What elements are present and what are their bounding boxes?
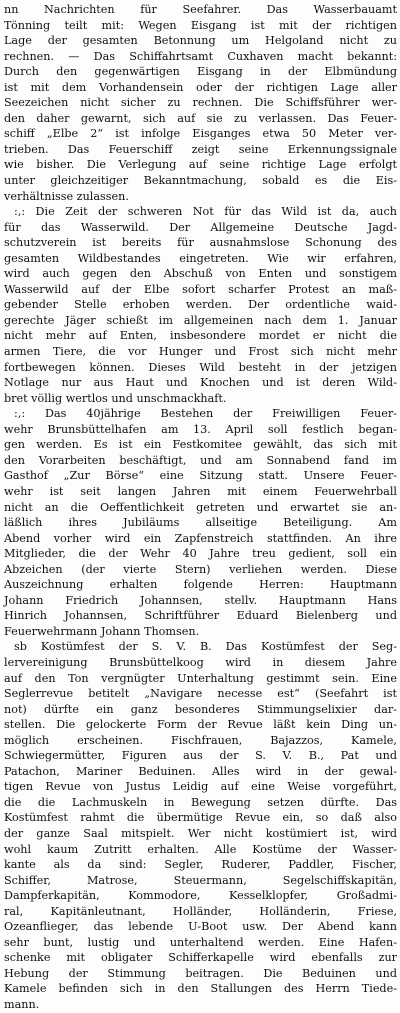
- text-line: mann.: [4, 998, 40, 1011]
- text-line: Patachon, Mariner Beduinen. Alles wird in der gewal-: [4, 764, 397, 778]
- text-line: Mitglieder, die der Wehr 40 Jahre treu gedient, soll ein: [4, 547, 397, 561]
- text-line: der ganze Saal mitspielt. Wer nicht kostümiert ist, wird: [4, 826, 397, 840]
- text-line: Feuerwehrmann Johann Thomsen.: [4, 624, 200, 638]
- text-line: den Vorarbeiten beschäftigt, und am Sonnabend fand im: [4, 453, 397, 467]
- text-line: armen Tiere, die vor Hunger und Frost sich nicht mehr: [4, 345, 397, 359]
- article-paragraph: [4, 406, 397, 639]
- text-line: Kostümfest rahmt die übermütige Revue ein, so daß also: [4, 811, 397, 825]
- text-line: schutzverein ist bereits für ausnahmslose Schonung des: [4, 236, 397, 250]
- text-line: stellen. Die gelockerte Form der Revue läßt kein Ding un-: [4, 718, 397, 732]
- text-line: schiff „Elbe 2“ ist infolge Eisganges etwa 50 Meter ver-: [4, 127, 397, 141]
- text-line: :,: Das 40jährige Bestehen der Freiwilligen Feuer-: [14, 407, 397, 421]
- text-line: ist mit dem Vorhandensein oder der richtigen Lage aller: [4, 80, 397, 94]
- text-line: unter gleichzeitiger Bekanntmachung, sobald es die Eis-: [4, 174, 397, 188]
- text-line: Hebung der Stimmung beitragen. Die Beduinen und: [4, 966, 397, 980]
- text-line: gen werden. Es ist ein Festkomitee gewählt, das sich mit: [4, 438, 397, 452]
- text-line: Gasthof „Zur Börse“ eine Sitzung statt. Unsere Feuer-: [4, 469, 397, 483]
- text-line: Abzeichen (der vierte Stern) verliehen werden. Diese: [4, 562, 397, 576]
- text-line: den daher gewarnt, sich auf sie zu verlassen. Das Feuer-: [4, 111, 397, 125]
- text-line: Johann Friedrich Johannsen, stellv. Hauptmann Hans: [4, 593, 397, 607]
- text-line: nn Nachrichten für Seefahrer. Das Wasserbauamt: [4, 3, 397, 16]
- text-line: Seglerrevue betitelt „Navigare necesse est“ (Seefahrt ist: [4, 687, 397, 701]
- text-line: bret völlig wertlos und unschmackhaft.: [4, 391, 227, 405]
- article-paragraph: [4, 204, 397, 406]
- article-body: [4, 2, 397, 1013]
- text-line: Abend vorher wird ein Zapfenstreich stattfinden. An ihre: [4, 531, 397, 545]
- text-line: nicht an die Oeffentlichkeit getreten und erwartet sie an-: [4, 500, 397, 514]
- text-line: Schwiegermütter, Figuren aus der S. V. B., Pat und: [4, 749, 397, 763]
- text-line: Kamele befinden sich in den Stallungen des Herrn Tiede-: [4, 982, 397, 996]
- text-line: not) dürfte ein ganz besonderes Stimmungselixier dar-: [4, 702, 397, 716]
- text-line: für das Wasserwild. Der Allgemeine Deutsche Jagd-: [4, 220, 397, 234]
- text-line: Schiffer, Matrose, Steuermann, Segelschiffskapitän,: [4, 873, 397, 887]
- text-line: wehr ist seit langen Jahren mit einem Feuerwehrball: [4, 484, 397, 498]
- text-line: gerechte Jäger schießt im allgemeinen nach dem 1. Januar: [4, 313, 397, 327]
- text-line: die die Lachmuskeln in Bewegung setzen dürfte. Das: [4, 795, 397, 809]
- text-line: schenke mit obligater Schifferkapelle wird ebenfalls zur: [4, 951, 397, 965]
- text-line: fortbewegen können. Dieses Wild besteht in der jetzigen: [4, 360, 397, 374]
- text-line: sehr bunt, lustig und unterhaltend werden. Eine Hafen-: [4, 935, 397, 949]
- text-line: Dampferkapitän, Kommodore, Kesselklopfer, Großadmi-: [4, 889, 397, 903]
- text-line: möglich erscheinen. Fischfrauen, Bajazzos, Kamele,: [4, 733, 397, 747]
- text-line: wird auch gegen den Abschuß von Enten und sonstigem: [4, 267, 397, 281]
- text-line: rechnen. — Das Schiffahrtsamt Cuxhaven macht bekannt:: [4, 49, 397, 63]
- text-line: Notlage nur aus Haut und Knochen und ist deren Wild-: [4, 376, 397, 390]
- text-line: :,: Die Zeit der schweren Not für das Wild ist da, auch: [14, 205, 397, 219]
- text-line: lervereinigung Brunsbüttelkoog wird in diesem Jahre: [4, 655, 397, 669]
- text-line: Durch den gegenwärtigen Eisgang in der Elbmündung: [4, 65, 397, 79]
- article-paragraph: [4, 639, 397, 1012]
- text-line: Wasserwild auf der Elbe sofort scharfer Protest an maß-: [4, 282, 397, 296]
- text-line: Tönning teilt mit: Wegen Eisgang ist mit der richtigen: [4, 18, 397, 32]
- text-line: auf den Ton vergnügter Unterhaltung gestimmt sein. Eine: [4, 671, 397, 685]
- text-line: Hinrich Johannsen, Schriftführer Eduard Bielenberg und: [4, 609, 397, 623]
- article-paragraph: [4, 2, 397, 204]
- text-line: ral, Kapitänleutnant, Holländer, Holländerin, Friese,: [4, 904, 397, 918]
- text-line: wehr Brunsbüttelhafen am 13. April soll festlich began-: [4, 422, 397, 436]
- text-line: sb Kostümfest der S. V. B. Das Kostümfest der Seg-: [14, 640, 397, 654]
- text-line: tigen Revue von Justus Leidig auf eine Weise vorgeführt,: [4, 780, 397, 794]
- text-line: trieben. Das Feuerschiff zeigt seine Erkennungssignale: [4, 142, 397, 156]
- text-line: verhältnisse zulassen.: [4, 189, 129, 203]
- text-line: kante als da sind: Segler, Ruderer, Paddler, Fischer,: [4, 858, 397, 872]
- text-line: gebender Stelle erhoben werden. Der ordentliche waid-: [4, 298, 397, 312]
- text-line: Ozeanflieger, das lebende U-Boot usw. Der Abend kann: [4, 920, 397, 934]
- text-line: Seezeichen nicht sicher zu rechnen. Die Schiffsführer wer-: [4, 96, 397, 110]
- text-line: gesamten Wildbestandes eingetreten. Wie wir erfahren,: [4, 251, 397, 265]
- text-line: Auszeichnung erhalten folgende Herren: Hauptmann: [4, 578, 397, 592]
- text-line: läßlich ihres Jubiläums allseitige Beteiligung. Am: [4, 516, 397, 530]
- text-line: Lage der gesamten Betonnung um Helgoland nicht zu: [4, 34, 397, 48]
- text-line: wohl kaum Zutritt erhalten. Alle Kostüme der Wasser-: [4, 842, 397, 856]
- text-line: nicht mehr auf Enten, insbesondere mordet er nicht die: [4, 329, 397, 343]
- text-line: wie bisher. Die Verlegung auf seine richtige Lage erfolgt: [4, 158, 397, 172]
